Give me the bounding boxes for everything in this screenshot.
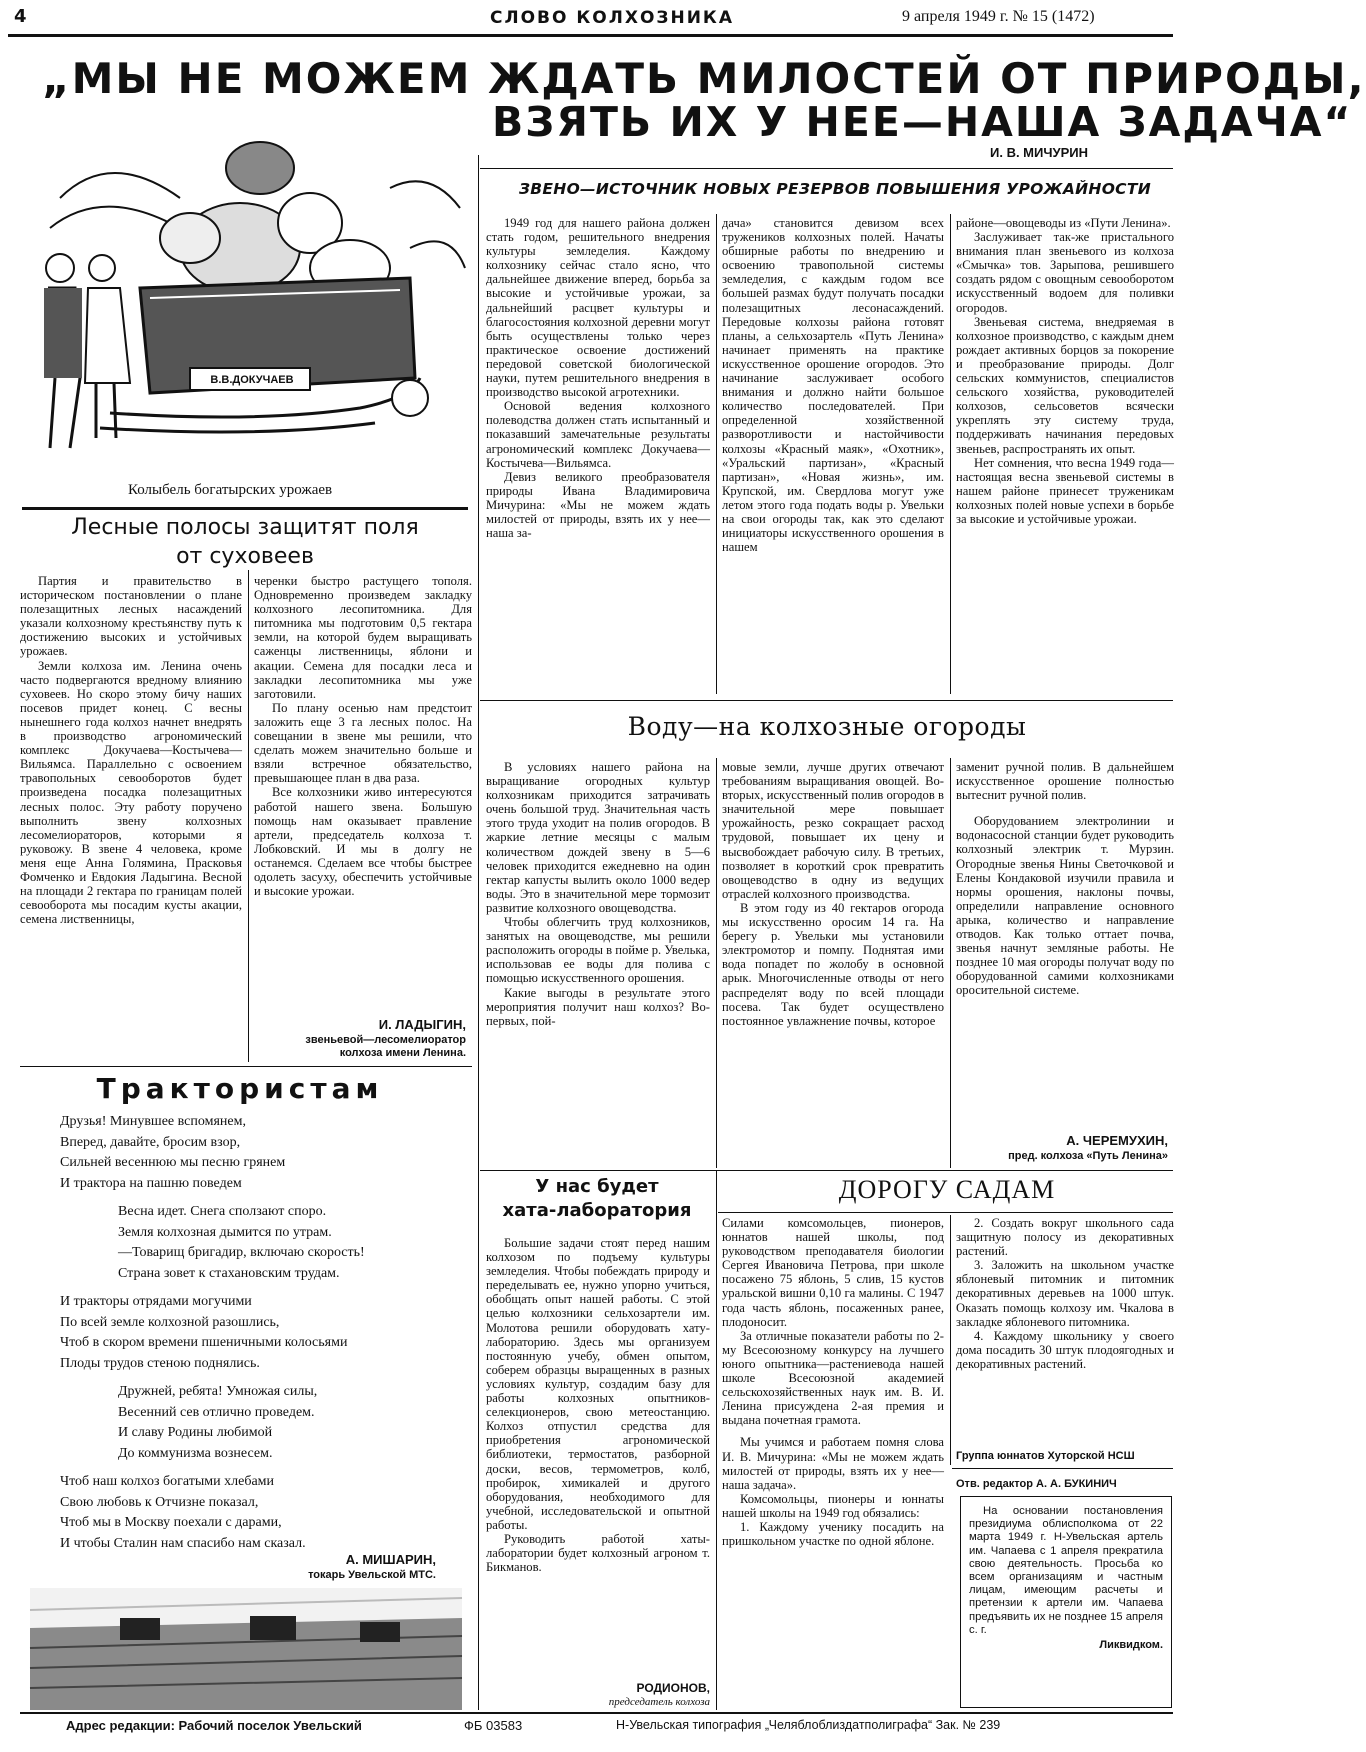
forest-paragraph: Все колхозники живо интересуются работой нашего звена. Большую помощь нам оказывает правление артели, председатель колхоза т. Лобковский. И мы в долгу не останемся. Сделаем все чтобы быстрее одолеть засуху, обеспечить устойчивые и высокие урожаи. [254, 785, 472, 899]
water-paragraph: заменит ручной полив. В дальнейшем искусственное орошение полностью вытеснит ручной полив. [956, 760, 1174, 803]
poem-line: Вперед, давайте, бросим взор, [60, 1134, 241, 1150]
footer-printer: Н-Увельская типография „Челяблоблиздатполиграфа“ Зак. № 239 [616, 1718, 1001, 1732]
lab-paragraph: Руководить работой хаты-лаборатории будет колхозный агроном т. Бикманов. [486, 1531, 710, 1575]
poem-line: Дружней, ребята! Умножая силы, [118, 1384, 318, 1399]
poem-line: Земля колхозная дымится по утрам. [118, 1224, 332, 1240]
col-rule-gardens [950, 1215, 951, 1465]
water-bottom-rule [480, 1170, 1173, 1171]
gardens-paragraph: 2. Создать вокруг школьного сада защитную полосу из декоративных растений. [956, 1216, 1174, 1259]
zveno-paragraph: дача» становится девизом всех тружеников колхозных полей. Начаты обширные работы по внедрению и освоению травопольной системы земледелия, с каждым годом все большей размах будут получать посадки полезащитных лесонасаждений. Передовые колхозы района готовят планы, а сельхозартель «Путь Ленина» начинает применять на практике искусственное орошение огородов. Это начинание заслуживает особого внимания и должно найти большое количество последователей. При определенной хозяйственной разворотливости и настойчивости колхозы «Красный маяк», «Охотник», «Уральский партизан», «Красный партизан», «Новая жизнь», им. Крупской, им. Свердлова могут уже летом этого года подать воды р. Увельки на свои огороды так, как это сделают инициаторы искусственного орошения в нашем [722, 216, 944, 555]
poem-line: До коммунизма вознесем. [118, 1445, 273, 1461]
forest-signature-role-1: звеньевой—лесомелиоратор [305, 1034, 466, 1046]
paper-name: СЛОВО КОЛХОЗНИКА [490, 8, 734, 28]
main-column-rule [478, 155, 479, 1710]
water-signature-role: пред. колхоза «Путь Ленина» [1008, 1150, 1168, 1162]
poem-line: Чтоб в скором времени пшеничными колосьями [60, 1335, 348, 1350]
poem-line: Страна зовет к стахановским трудам. [118, 1265, 340, 1281]
col-rule-zveno-1 [716, 214, 717, 694]
poem-line: Чтоб мы в Москву поехали с дарами, [60, 1515, 282, 1530]
water-paragraph: Какие выгоды в результате этого мероприятия получит наш колхоз? Во-первых, пой- [486, 985, 710, 1028]
poem-line: Сильней весеннюю мы песню грянем [60, 1155, 286, 1170]
zveno-title: ЗВЕНО—ИСТОЧНИК НОВЫХ РЕЗЕРВОВ ПОВЫШЕНИЯ УРОЖАЙНОСТИ [518, 180, 1151, 198]
editor-credit: Отв. редактор А. А. БУКИНИЧ [956, 1478, 1117, 1490]
water-column-2 [722, 760, 944, 1166]
forest-column-1 [20, 574, 242, 1062]
poem-line: Чтоб наш колхоз богатыми хлебами [60, 1474, 275, 1489]
tractor-signature-name: А. МИШАРИН, [345, 1552, 436, 1567]
forest-signature-role-2: колхоза имени Ленина. [339, 1047, 466, 1059]
gardens-paragraph: 3. Заложить на школьном участке яблоневый питомник и питомник декоративных деревьев на 1000 штук. Оказать помощь колхозу им. Чкалова в закладке яблоневого питомника. [956, 1258, 1174, 1329]
footer-rule [20, 1712, 1173, 1714]
footer-code: ФБ 03583 [464, 1718, 523, 1733]
poem-line: И тракторы отрядами могучими [60, 1294, 252, 1309]
water-paragraph: Оборудованием электролинии и водонасосной станции будет руководить колхозный электрик т. Мурзин. Огородные звенья Нины Светочковой и Елены Кондаковой изучили правила и нормы орошения, наклоны почвы, определили направление основного арыка, количество и направление отводов. Как только оттает почва, звенья начнут земляные работы. Не позднее 10 мая огороды получат воду по оборудованной самими колхозниками оросительной системе. [956, 814, 1174, 998]
tractor-signature-role: токарь Увельской МТС. [308, 1569, 436, 1581]
water-column-1 [486, 760, 710, 1166]
forest-title-line-1: Лесные полосы защитят поля [71, 515, 419, 540]
lab-column [486, 1236, 710, 1694]
lab-paragraph: Большие задачи стоят перед нашим колхозом по подъему культуры земледелия. Чтобы побеждать природу и переделывать ее, нужно упорно учиться, обобщать опыт нашей работы. С этой целью колхозники сельхозартели им. Молотова решили оборудовать хату-лабораторию. Здесь мы организуем постоянную учебу, обмен опытом, соберем образцы выращенных в разных условиях культур, создадим базу для работы колхозных опытников-селекционеров, свою метеостанцию. Колхоз отпустил средства для приобретения агрономической библиотеки, термостатов, разборной доски, весов, термометров, колб, пробирок, химикалей и другого оборудования, необходимого для учебной, исследовательской и опытной работы. [486, 1236, 710, 1532]
illustration-caption: Колыбель богатырских урожаев [128, 482, 333, 498]
water-title: Воду—на колхозные огороды [627, 712, 1027, 741]
poem-line: Свою любовь к Отчизне показал, [60, 1494, 259, 1510]
zveno-column-1 [486, 216, 710, 696]
poem-line: И славу Родины любимой [118, 1425, 273, 1440]
gardens-title: ДОРОГУ САДАМ [838, 1175, 1056, 1204]
poem-line: Друзья! Минувшее вспомянем, [60, 1114, 246, 1129]
col-rule-zveno-2 [950, 214, 951, 694]
headline-author: И. В. МИЧУРИН [990, 145, 1088, 160]
gardens-column-2 [956, 1216, 1174, 1446]
forest-bottom-rule [20, 1066, 472, 1067]
poem-line: —Товарищ бригадир, включаю скорость! [118, 1245, 365, 1260]
lab-title-line-2: хата-лаборатория [502, 1200, 692, 1221]
lab-signature-role: председатель колхоза [608, 1696, 710, 1708]
gardens-title-rule [718, 1212, 1173, 1213]
gardens-paragraph: 1. Каждому ученику посадить на пришкольном участке по одной яблоне. [722, 1519, 944, 1549]
water-paragraph: В этом году из 40 гектаров огорода мы искусственно оросим 14 га. На берегу р. Увельки мы установили электромотор и помпу. Поднятая ими вода попадет по жолобу в основной арык. Многочисленные отводы от него распределят воду по всей площади посева. Так будет осуществлено постоянное увлажнение почвы, которое [722, 900, 944, 1028]
poem-line: Весна идет. Снега сползают споро. [118, 1204, 327, 1219]
forest-paragraph: Земли колхоза им. Ленина очень часто подвергаются вредному влиянию суховеев. Но скоро этому бичу наших посевов придет конец. С весны нынешнего года колхоз начнет внедрять в производство агрономический комплекс Докучаева—Костычева—Вильямса. Параллельно с освоением травопольных севооборотов будет произведена посадка полезащитных лесных полос. Эту работу поручено выполнить звену колхозных лесомелиораторов, которыми я руковожу. В звене 4 человека, кроме меня еще Анна Голямина, Прасковья Фомченко и Евдокия Ладыгина. Весной на площади 2 гектара по границам полей севооборота мы посадим кусты акации, семена лиственницы, [20, 658, 242, 927]
notice-signature: Ликвидком. [1099, 1639, 1163, 1652]
masthead-rule [8, 34, 1173, 37]
water-paragraph: Чтобы облегчить труд колхозников, занятых на овощеводстве, мы решили расположить огороды в пойме р. Увелька, использовав ее воды для полива с помощью искусственного орошения. [486, 915, 710, 986]
gardens-paragraph: Комсомольцы, пионеры и юннаты нашей школы на 1949 год обязались: [722, 1491, 944, 1520]
col-rule-forest [248, 570, 249, 1062]
headline-line-1: „МЫ НЕ МОЖЕМ ЖДАТЬ МИЛОСТЕЙ ОТ ПРИРОДЫ, [42, 54, 1366, 103]
tractor-poem [60, 1112, 470, 1554]
zveno-bottom-rule [480, 700, 1173, 701]
harvest-illustration [30, 128, 468, 458]
water-signature-name: А. ЧЕРЕМУХИН, [1066, 1133, 1168, 1148]
poem-line: Плоды трудов стеною поднялись. [60, 1355, 260, 1371]
poem-line: И трактора на пашню поведем [60, 1175, 242, 1191]
issue-date: 9 апреля 1949 г. № 15 (1472) [902, 8, 1095, 25]
forest-title-line-2: от суховеев [176, 544, 314, 569]
col-rule-water-1 [716, 758, 717, 1168]
zveno-column-3 [956, 216, 1174, 696]
forest-signature-name: И. ЛАДЫГИН, [378, 1017, 466, 1032]
sleigh-sign: В.В.ДОКУЧАЕВ [210, 374, 294, 386]
gardens-signature: Группа юннатов Хуторской НСШ [956, 1450, 1135, 1462]
lab-signature-name: РОДИОНОВ, [636, 1681, 710, 1695]
zveno-paragraph: Звеньевая система, внедряемая в колхозное производство, с каждым днем рождает активных борцов за покорение и преобразование природы. Долг сельских коммунистов, специалистов сельского хозяйства, руководителей колхозов, сельсоветов всячески укреплять эту систему труда, поддерживать начинания передовых звеньев, распространять их опыт. [956, 314, 1174, 456]
forest-paragraph: черенки быстро растущего тополя. Одновременно произведем закладку колхозного лесопитомника. Для питомника мы подготовим 0,5 гектара земли, на которой будем выращивать саженцы лиственницы, яблони и акации. Семена для посадки леса и закладки лесопитомника мы уже заготовили. [254, 574, 472, 701]
gardens-column-1 [722, 1216, 944, 1706]
zveno-top-rule [480, 168, 1173, 169]
forest-paragraph: Партия и правительство в историческом постановлении о плане полезащитных лесных насаждений указали колхозному крестьянству путь к достижению высоких и устойчивых урожаев. [20, 574, 242, 659]
water-paragraph: В условиях нашего района на выращивание огородных культур колхозникам приходится затрачивать очень большой труд. Значительная часть этого труда уходит на полив огородов. В жаркие летние месяцы с малым количеством дождей звену в 5—6 человек приходится ежедневно на один гектар капусты вылить около 1000 ведер воды. Это в значительной мере тормозит развитие колхозного овощеводства. [486, 760, 710, 915]
gardens-paragraph: 4. Каждому школьнику у своего дома посадить 30 штук плодоягодных и декоративных растений. [956, 1328, 1174, 1371]
water-paragraph: мовые земли, лучше других отвечают требованиям выращивания овощей. Во-вторых, искусственный полив огородов в значительной мере повышает урожайность, резко сокращает расход трудовой, повышает их цену и высвобождает рабочую силу. В третьих, позволяет в короткий срок превратить овощеводство в одну из ведущих отраслей колхозного производства. [722, 760, 944, 901]
forest-paragraph: По плану осенью нам предстоит заложить еще 3 га лесных полос. На совещании в звене мы решили, что сделать можем значительно больше и взяли встречное обязательство, превышающее план в два раза. [254, 700, 472, 786]
zveno-paragraph: 1949 год для нашего района должен стать годом, решительного внедрения культуры земледелия. Каждому колхознику сейчас стало ясно, что дальнейшее движение вперед, борьба за высокие и устойчивые урожаи, за дальнейший расцвет культуры и благосостояния колхозной деревни могут быть осуществлены только через практическое освоение достижений передовой советской биологической науки, путем решительного внедрения в производство высокой агротехники. [486, 216, 710, 400]
liquidation-notice [960, 1496, 1172, 1708]
zveno-paragraph: Основой ведения колхозного полеводства должен стать испытанный и показавший замечательные результаты агрономический комплекс Докучаева—Костычева—Вильямса. [486, 399, 710, 470]
zveno-paragraph: районе—овощеводы из «Пути Ленина». [956, 216, 1171, 230]
lab-title-line-1: У нас будет [535, 1176, 659, 1197]
gardens-paragraph: За отличные показатели работы по 2-му Всесоюзному конкурсу на лучшего юного опытника—растениевода нашей школе Всесоюзной академией сельскохозяйственных наук им. В. И. Ленина присуждена 2-ая премия и выдана почетная грамота. [722, 1328, 944, 1428]
poem-line: И чтобы Сталин нам спасибо нам сказал. [60, 1535, 306, 1551]
wavy-divider [22, 507, 468, 510]
zveno-paragraph: Нет сомнения, что весна 1949 года—настоящая весна звеньевой системы в нашем районе принесет труженикам колхозных полей новые успехи в борьбе за высокие и устойчивые урожаи. [956, 455, 1174, 526]
zveno-paragraph: Заслуживает так-же пристального внимания план звеньевого из колхоза «Смычка» тов. Зарыпова, решившего создать рядом с овощным севооборотом искусственный водоем для поливки огородов. [956, 230, 1174, 315]
gardens-bottom-rule [952, 1468, 1173, 1469]
zveno-paragraph: Девиз великого преобразователя природы Ивана Владимировича Мичурина: «Мы не можем ждать милостей от природы, взять их у нее—наша за- [486, 469, 710, 541]
tractor-title: Трактористам [96, 1072, 384, 1105]
poem-line: Весенний сев отлично проведем. [118, 1404, 315, 1420]
poem-line: По всей земле колхозной разошлись, [60, 1314, 280, 1330]
page-number: 4 [14, 6, 27, 27]
col-rule-lab [716, 1170, 717, 1710]
water-column-3 [956, 760, 1174, 1122]
headline-line-2: ВЗЯТЬ ИХ У НЕЕ—НАША ЗАДАЧА“ [492, 98, 1353, 146]
col-rule-water-2 [950, 758, 951, 1168]
forest-column-2 [254, 574, 472, 994]
zveno-column-2 [722, 216, 944, 696]
gardens-paragraph: Мы учимся и работаем помня слова И. В. Мичурина: «Мы не можем ждать милостей от природы, взять их у нее—наша задача». [722, 1435, 944, 1492]
tractor-field-photo [30, 1588, 462, 1710]
footer-address: Адрес редакции: Рабочий поселок Увельский [66, 1718, 362, 1733]
gardens-paragraph: Силами комсомольцев, пионеров, юннатов нашей школы, под руководством преподавателя биологии Сергея Ивановича Петрова, при школе посажено 75 яблонь, 5 слив, 15 кустов уральской вишни 0,10 га малины. С 1947 года часть яблонь, посаженных ранее, плодоносит. [722, 1216, 944, 1329]
notice-text: На основании постановления президиума облисполкома от 22 марта 1949 г. Н-Увельская артель им. Чапаева с 1 апреля прекратила свою деятельность. Просьба ко всем организациям и частным лицам, имеющим расчеты и претензии к артели им. Чапаева предъявить их не позднее 15 апреля с. г. [969, 1505, 1163, 1636]
